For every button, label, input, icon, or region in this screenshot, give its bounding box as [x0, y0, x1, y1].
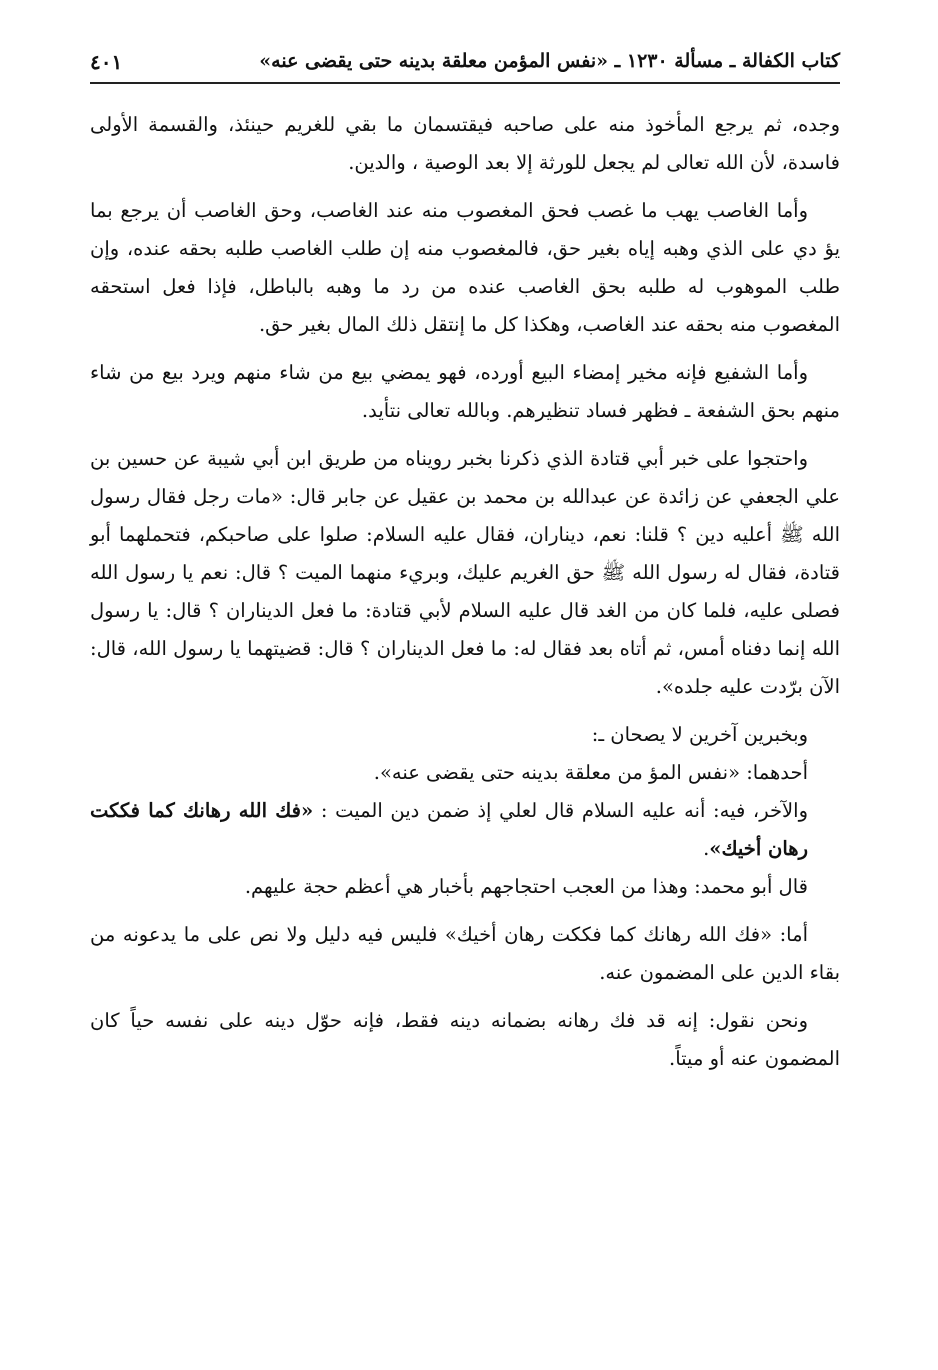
- hadith-list-first: أحدهما: «نفس المؤ من معلقة بدينه حتى يقضى عنه».: [373, 761, 808, 784]
- paragraph-3: وأما الشفيع فإنه مخير إمضاء البيع أورده، فهو يمضي بيع من شاء منهم ويرد بيع من شاء منهم بحق الشفعة ـ فظهر فساد تنظيرهم. وبالله تعالى نتأيد.: [90, 361, 840, 422]
- body-text: [90, 106, 840, 1078]
- page-header: [90, 40, 840, 84]
- paragraph-5: قال أبو محمد: وهذا من العجب احتجاجهم بأخبار هي أعظم حجة عليهم.: [244, 875, 808, 898]
- hadith-list: [90, 716, 840, 868]
- hadith-list-second-bold: «فك الله رهانك كما فككت رهان أخيك»: [90, 799, 808, 860]
- running-title: كتاب الكفالة ـ مسألة ١٢٣٠ ـ «نفس المؤمن معلقة بدينه حتى يقضى عنه»: [259, 50, 840, 72]
- page-number: ٤٠١: [90, 50, 123, 74]
- hadith-list-second: [90, 792, 840, 868]
- paragraph-1: وجده، ثم يرجع المأخوذ منه على صاحبه فيقتسمان ما بقي للغريم حينئذ، والقسمة الأولى فاسدة، لأن الله تعالى لم يجعل للورثة إلا بعد الوصية ، والدين.: [90, 113, 840, 174]
- hadith-list-second-plain: والآخر، فيه: أنه عليه السلام قال لعلي إذ ضمن دين الميت :: [313, 799, 808, 822]
- paragraph-4: واحتجوا على خبر أبي قتادة الذي ذكرنا بخبر رويناه من طريق ابن أبي شيبة عن حسين بن علي الجعفي عن زائدة عن عبدالله بن محمد بن عقيل عن جابر قال: «مات رجل فقال رسول الله ﷺ أعليه دين ؟ قلنا: نعم، ديناران، فقال عليه السلام: صلوا على صاحبكم، فتحملهما أبو قتادة، فقال له رسول الله ﷺ حق الغريم عليك، وبريء منهما الميت ؟ قال: نعم يا رسول الله فصلى عليه، فلما كان من الغد قال عليه السلام لأبي قتادة: ما فعل الديناران ؟ قال: يا رسول الله إنما دفناه أمس، ثم أتاه بعد فقال له: ما فعل الديناران ؟ قال: قضيتهما يا رسول الله، قال: الآن برّدت عليه جلده».: [90, 447, 840, 698]
- hadith-list-second-end: .: [703, 837, 710, 860]
- paragraph-2: وأما الغاصب يهب ما غصب فحق المغصوب منه عند الغاصب، وحق الغاصب أن يرجع بما يؤ دي على الذي وهبه إياه بغير حق، فالمغصوب منه إن طلب الغاصب طلبه بحقه عنده، وإن طلب الموهوب له طلبه بحق الغاصب عنده من رد ما وهبه بالباطل، فإذا فعل استحقه المغصوب منه بحقه عند الغاصب، وهكذا كل ما إنتقل ذلك المال بغير حق.: [90, 199, 840, 336]
- book-page: [90, 40, 840, 1340]
- hadith-list-intro: وبخبرين آخرين لا يصحان ـ:: [591, 723, 808, 746]
- paragraph-6: أما: «فك الله رهانك كما فككت رهان أخيك» فليس فيه دليل ولا نص على ما يدعونه من بقاء الدين على المضمون عنه.: [90, 923, 840, 984]
- paragraph-7: ونحن نقول: إنه قد فك رهانه بضمانه دينه فقط، فإنه حوّل دينه على نفسه حياً كان المضمون عنه أو ميتاً.: [90, 1009, 840, 1070]
